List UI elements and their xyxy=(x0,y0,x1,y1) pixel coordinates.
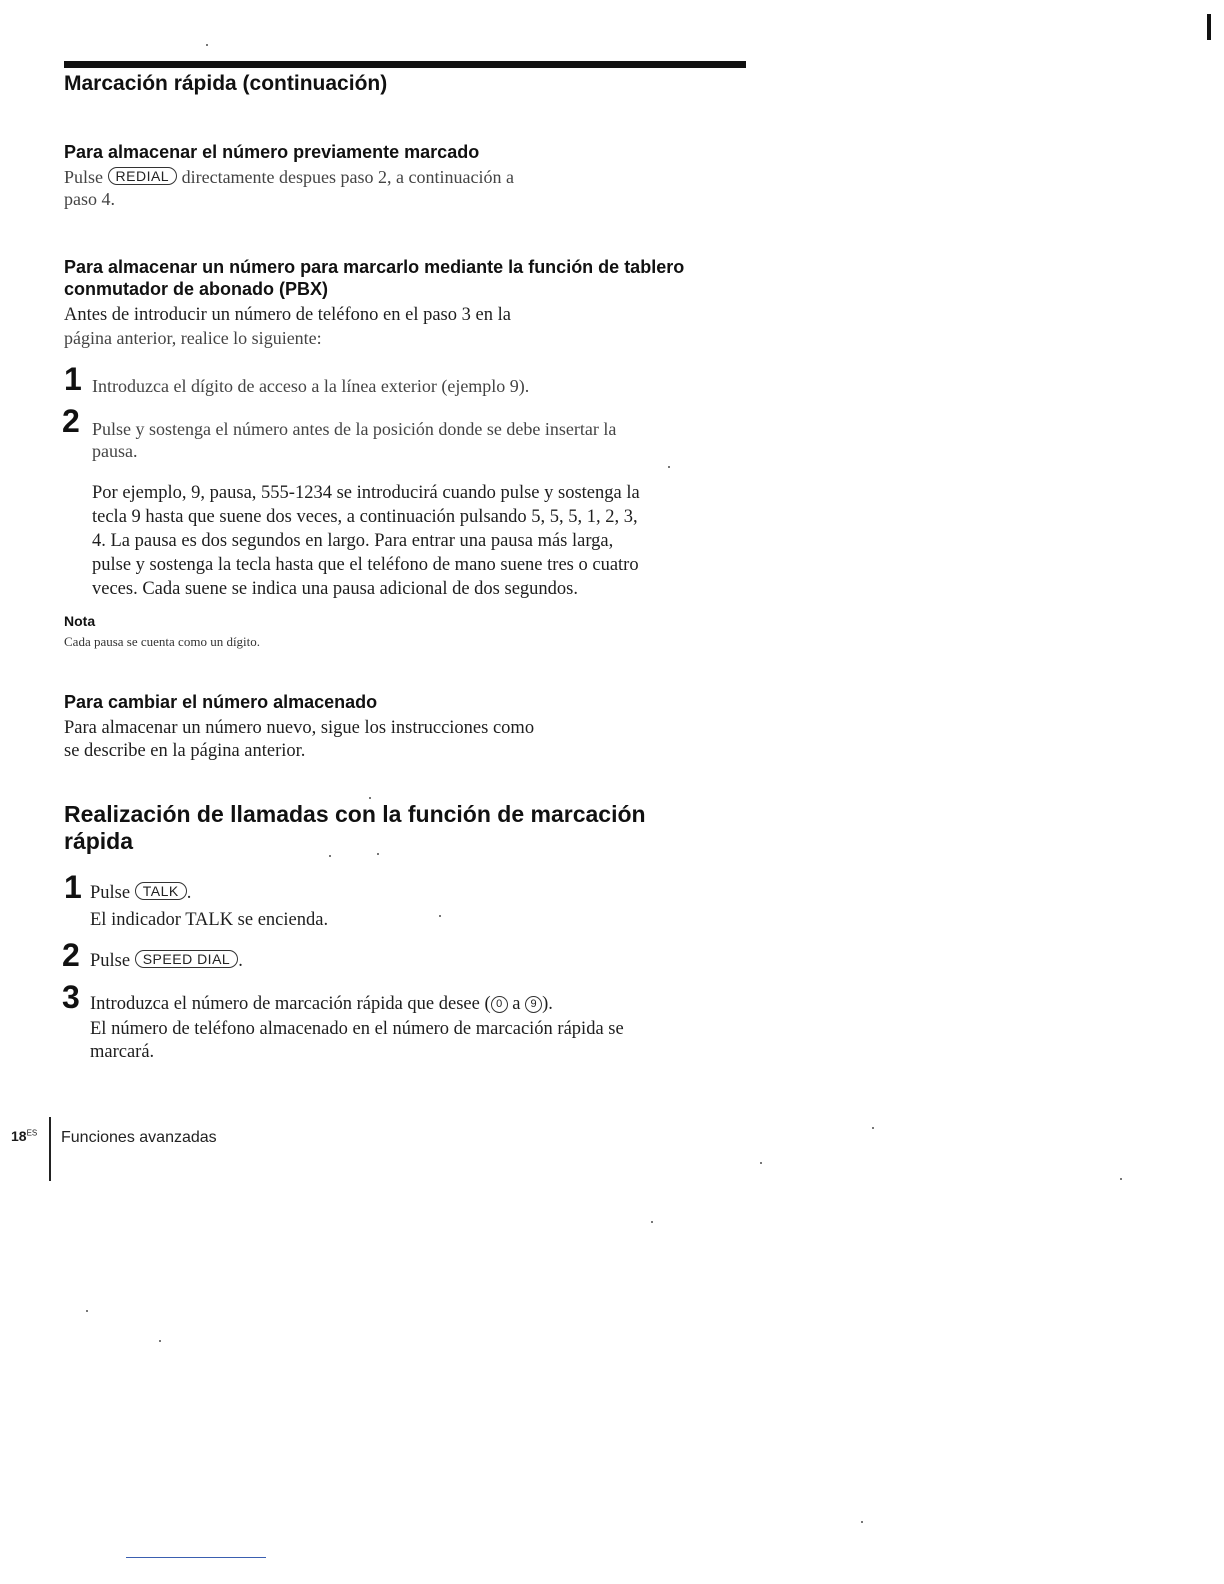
talk-key: TALK xyxy=(135,882,187,900)
pbx-example-line1: Por ejemplo, 9, pausa, 555-1234 se introducirá cuando pulse y sostenga la xyxy=(92,483,640,503)
redial-text-before: Pulse xyxy=(64,167,104,187)
speed-step1-line2: El indicador TALK se encienda. xyxy=(90,910,329,930)
speed-step3-number: 3 xyxy=(62,979,80,1015)
pbx-step1-number: 1 xyxy=(64,361,82,397)
footer-rule xyxy=(49,1117,51,1181)
speed-step2-text-after: . xyxy=(238,951,243,971)
speed-dial-key: SPEED DIAL xyxy=(135,950,238,968)
pbx-example-line4: pulse y sostenga la tecla hasta que el teléfono de mano suene tres o cuatro xyxy=(92,555,639,575)
pbx-example-line2: tecla 9 hasta que suene dos veces, a continuación pulsando 5, 5, 5, 1, 2, 3, xyxy=(92,507,638,527)
scan-speck xyxy=(329,855,331,857)
page-title: Marcación rápida (continuación) xyxy=(64,72,388,95)
bottom-scan-line xyxy=(126,1557,266,1558)
scan-speck xyxy=(760,1162,762,1164)
scan-speck xyxy=(159,1340,161,1342)
scan-speck xyxy=(86,1310,88,1312)
page-number-value: 18 xyxy=(11,1128,27,1144)
speed-heading-line1: Realización de llamadas con la función de marcación xyxy=(64,801,646,827)
scan-speck xyxy=(439,915,441,917)
scan-speck xyxy=(668,466,670,468)
scan-speck xyxy=(369,797,371,799)
speed-step2-line1 xyxy=(90,950,243,973)
speed-step2-number: 2 xyxy=(62,937,80,973)
speed-step3-text-before: Introduzca el número de marcación rápida que desee ( xyxy=(90,994,491,1014)
pbx-step1-text: Introduzca el dígito de acceso a la línea exterior (ejemplo 9). xyxy=(92,376,530,396)
speed-step2-text-before: Pulse xyxy=(90,951,131,971)
speed-step3-line2: El número de teléfono almacenado en el número de marcación rápida se xyxy=(90,1019,624,1039)
note-text: Cada pausa se cuenta como un dígito. xyxy=(64,634,261,649)
pbx-intro-line2: página anterior, realice lo siguiente: xyxy=(64,328,322,348)
speed-step1-text-after: . xyxy=(186,883,192,903)
redial-key: REDIAL xyxy=(108,167,178,185)
speed-heading-line2: rápida xyxy=(64,828,134,854)
page-number-suffix: ES xyxy=(26,1128,38,1138)
speed-step3-text-mid: a xyxy=(507,994,526,1014)
redial-heading: Para almacenar el número previamente marcado xyxy=(64,142,480,162)
redial-text-line2: paso 4. xyxy=(64,189,115,209)
redial-text-after: directamente despues paso 2, a continuación a xyxy=(181,167,514,187)
scan-speck xyxy=(377,853,379,855)
pbx-step2-line1: Pulse y sostenga el número antes de la posición donde se debe insertar la xyxy=(92,419,617,439)
footer-section-name: Funciones avanzadas xyxy=(61,1129,217,1146)
scan-speck xyxy=(651,1221,653,1223)
page-number xyxy=(11,1128,37,1144)
speed-step1-text-before: Pulse xyxy=(90,883,131,903)
key-9-icon: 9 xyxy=(525,996,542,1013)
change-heading: Para cambiar el número almacenado xyxy=(64,692,378,712)
scan-speck xyxy=(861,1521,863,1523)
speed-step3-line3: marcará. xyxy=(90,1042,155,1062)
pbx-heading-line1: Para almacenar un número para marcarlo mediante la función de tablero xyxy=(64,257,685,277)
change-line1: Para almacenar un número nuevo, sigue los instrucciones como xyxy=(64,718,535,738)
scan-speck xyxy=(206,44,208,46)
edge-mark xyxy=(1207,14,1211,40)
scan-speck xyxy=(872,1127,874,1129)
change-line2: se describe en la página anterior. xyxy=(64,741,306,761)
redial-text-line1 xyxy=(64,166,514,188)
top-rule xyxy=(64,61,746,68)
pbx-step2-line2: pausa. xyxy=(92,441,138,461)
speed-step1-number: 1 xyxy=(64,869,82,905)
speed-step3-line1 xyxy=(90,993,553,1016)
speed-step3-text-after: ). xyxy=(542,994,553,1014)
pbx-example-line3: 4. La pausa es dos segundos en largo. Para entrar una pausa más larga, xyxy=(92,531,614,551)
pbx-step2-number: 2 xyxy=(62,403,80,439)
note-label: Nota xyxy=(64,613,96,629)
scan-speck xyxy=(1120,1178,1122,1180)
pbx-example-line5: veces. Cada suene se indica una pausa adicional de dos segundos. xyxy=(92,579,578,599)
key-0-icon: 0 xyxy=(491,996,508,1013)
pbx-intro-line1: Antes de introducir un número de teléfono en el paso 3 en la xyxy=(64,305,511,325)
speed-step1-line1 xyxy=(90,882,191,905)
pbx-heading-line2: conmutador de abonado (PBX) xyxy=(64,279,329,299)
